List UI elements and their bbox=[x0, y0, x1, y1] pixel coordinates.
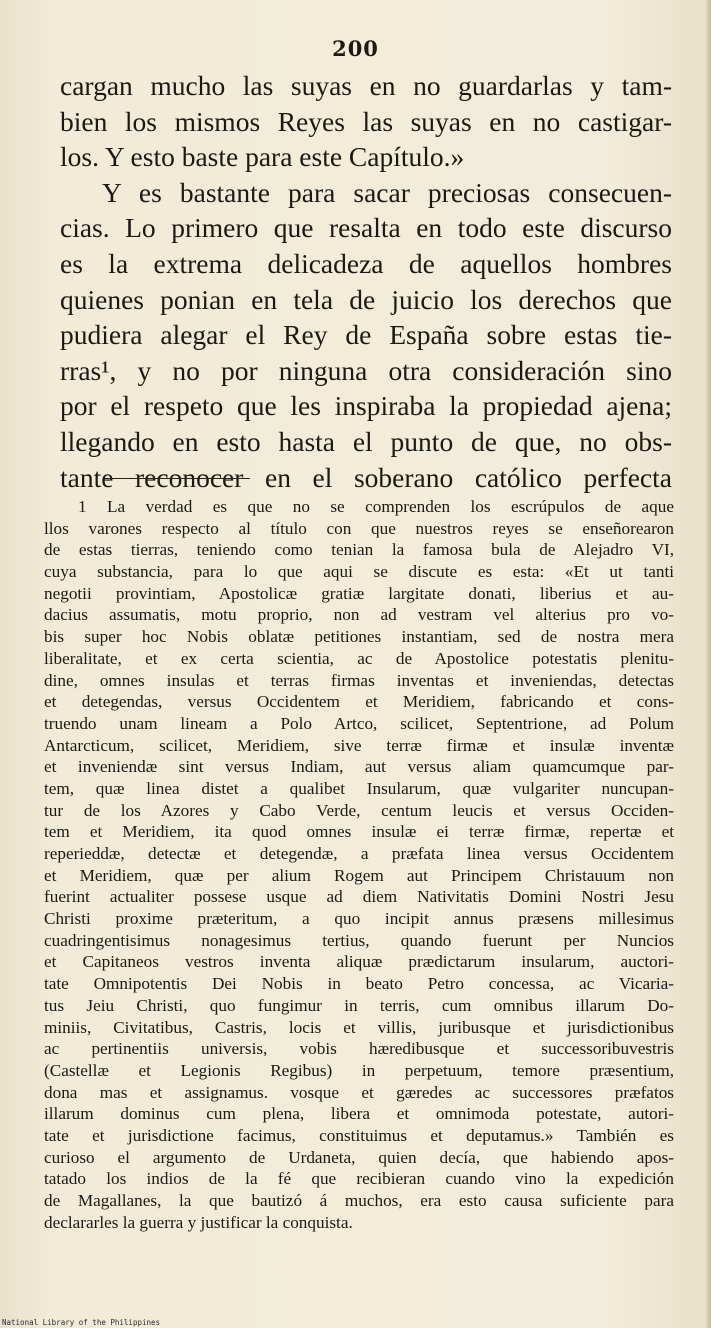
body-line: Y es bastante para sacar preciosas consecuen- bbox=[102, 176, 672, 208]
footnote-line: declararles la guerra y justificar la conquista. bbox=[44, 1212, 353, 1232]
footnote-line: (Castellæ et Legionis Regibus) in perpetuum, temore præsentium, bbox=[44, 1060, 674, 1080]
footnote-line: negotii provintiam, Apostolicæ gratiæ largitate donati, liberius et au- bbox=[44, 583, 674, 603]
page-number: 200 bbox=[332, 36, 379, 61]
footnote-line: dacius assumatis, motu proprio, non ad vestram vel alterius pro vo- bbox=[44, 605, 674, 625]
footnote-line: truendo unam lineam a Polo Artco, scilicet, Septentrione, ad Polum bbox=[44, 713, 674, 733]
body-line: cargan mucho las suyas en no guardarlas y tam- bbox=[60, 70, 672, 101]
body-line: quienes ponian en tela de juicio los derechos que bbox=[60, 283, 672, 315]
footnote-line: curioso el argumento de Urdaneta, quien decía, que habiendo apos- bbox=[44, 1147, 674, 1167]
footnote-line: de Magallanes, la que bautizó á muchos, era esto causa suficiente para bbox=[44, 1191, 674, 1210]
footnote-line: tus Jeiu Christi, quo fungimur in terris, cum omnibus illarum Do- bbox=[44, 995, 674, 1015]
body-line: tante reconocer en el soberano católico perfecta bbox=[60, 461, 672, 493]
main-text bbox=[60, 68, 672, 495]
footnote-line: cuadringentisimus nonagesimus tertius, quando fuerunt per Nuncios bbox=[44, 930, 674, 950]
body-line: por el respeto que les inspiraba la propiedad ajena; bbox=[60, 390, 672, 422]
footnote-line: tate et jurisdictione facimus, constituimus et deputamus.» También es bbox=[44, 1125, 674, 1145]
body-line: llegando en esto hasta el punto de que, no obs- bbox=[60, 425, 672, 457]
page-edge bbox=[705, 0, 711, 1328]
footnote-line: liberalitate, et ex certa scientia, ac de Apostolice potestatis plenitu- bbox=[44, 648, 674, 668]
footnote-line: et detegendas, versus Occidentem et Meridiem, fabricando et cons- bbox=[44, 692, 674, 712]
footnote-line: dona mas et assignamus. vosque et gæredes ac successores præfatos bbox=[44, 1082, 674, 1102]
library-credit: National Library of the Philippines bbox=[2, 1318, 161, 1327]
footnote-line: de estas tierras, teniendo como tenian la famosa bula de Alejadro VI, bbox=[44, 540, 674, 560]
footnote-line: illarum dominus cum plena, libera et omnimoda potestate, autori- bbox=[44, 1104, 674, 1124]
footnote bbox=[44, 496, 674, 1233]
body-line: cias. Lo primero que resalta en todo este discurso bbox=[60, 212, 672, 244]
body-line: pudiera alegar el Rey de España sobre estas tie- bbox=[60, 319, 672, 351]
footnote-line: et inveniendæ sint versus Indiam, aut versus aliam quamcumque par- bbox=[44, 757, 674, 777]
footnote-line: 1 La verdad es que no se comprenden los escrúpulos de aque bbox=[78, 497, 674, 516]
body-line: los. Y esto baste para este Capítulo.» bbox=[60, 141, 465, 173]
footnote-line: reperieddæ, detectæ et detegendæ, a præfata linea versus Occidentem bbox=[44, 844, 674, 863]
footnote-line: tatado los indios de la fé que recibieran cuando vino la expedición bbox=[44, 1169, 674, 1189]
footnote-line: et Meridiem, quæ per alium Rogem aut Principem Christauum non bbox=[44, 865, 674, 885]
footnote-line: tur de los Azores y Cabo Verde, centum leucis et versus Occiden- bbox=[44, 800, 674, 820]
footnote-line: llos varones respecto al título con que nuestros reyes se enseñorearon bbox=[44, 518, 674, 538]
footnote-line: et Capitaneos vestros inventa aliquæ prædictarum insularum, auctori- bbox=[44, 952, 674, 972]
body-line: bien los mismos Reyes las suyas en no castigar- bbox=[60, 105, 672, 137]
footnote-line: bis super hoc Nobis oblatæ petitiones instantiam, sed de nostra mera bbox=[44, 627, 674, 647]
footnote-line: Christi proxime præteritum, a quo incipit annus præsens millesimus bbox=[44, 909, 674, 929]
footnote-line: Antarcticum, scilicet, Meridiem, sive terræ firmæ et insulæ inventæ bbox=[44, 735, 674, 755]
footnote-line: cuya substancia, para lo que aqui se discute es esta: «Et ut tanti bbox=[44, 562, 674, 582]
body-line: rras¹, y no por ninguna otra consideración sino bbox=[60, 354, 672, 386]
footnote-line: tate Omnipotentis Dei Nobis in beato Petro concessa, ac Vicaria- bbox=[44, 974, 674, 994]
body-line: es la extrema delicadeza de aquellos hombres bbox=[60, 247, 672, 279]
footnote-rule bbox=[104, 478, 250, 479]
footnote-line: tem, quæ linea distet a qualibet Insularum, quæ vulgariter nuncupan- bbox=[44, 778, 674, 798]
footnote-line: tem et Meridiem, ita quod omnes insulæ ei terræ firmæ, repertæ et bbox=[44, 822, 674, 842]
footnote-line: ac pertinentiis universis, vobis hæredibusque et successoribuvestris bbox=[44, 1039, 674, 1059]
footnote-line: dine, omnes insulas et terras firmas inventas et inveniendas, detectas bbox=[44, 670, 674, 690]
footnote-line: miniis, Civitatibus, Castris, locis et villis, juribusque et jurisdictionibus bbox=[44, 1017, 674, 1037]
footnote-line: fuerint actualiter possese usque ad diem Nativitatis Domini Nostri Jesu bbox=[44, 887, 674, 907]
